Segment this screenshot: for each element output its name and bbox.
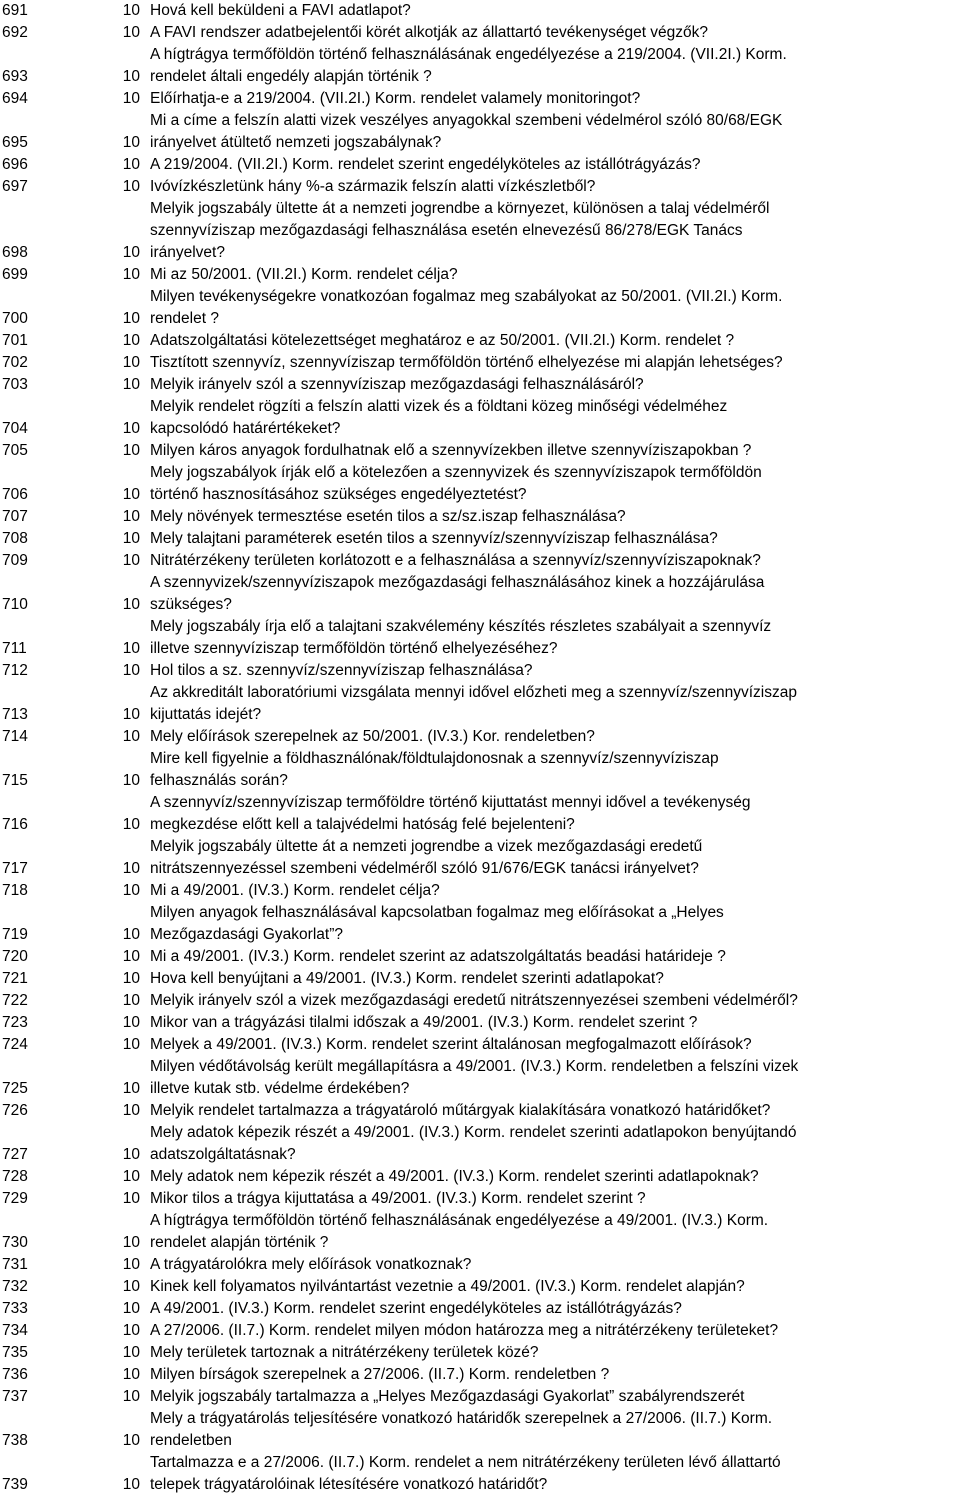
question-row xyxy=(0,88,960,110)
question-points: 10 xyxy=(122,1388,140,1405)
question-points: 10 xyxy=(122,1256,140,1273)
question-points: 10 xyxy=(122,420,140,437)
question-number: 716 xyxy=(2,816,28,833)
question-row xyxy=(0,176,960,198)
question-row xyxy=(0,154,960,176)
question-points: 10 xyxy=(122,90,140,107)
question-text: Melyik jogszabály tartalmazza a „Helyes Mezőgazdasági Gyakorlat” szabályrendszerét xyxy=(150,1388,745,1405)
question-row xyxy=(0,44,960,88)
question-number: 719 xyxy=(2,926,28,943)
question-text: Melyik irányelv szól a szennyvíziszap mezőgazdasági felhasználásáról? xyxy=(150,376,644,393)
question-text: Tartalmazza e a 27/2006. (II.7.) Korm. rendelet a nem nitrátérzékeny területen lévő állattartó telepek trágyatárolóinak létesítésére vonatkozó határidőt? xyxy=(150,1454,781,1493)
question-row xyxy=(0,1386,960,1408)
question-number: 703 xyxy=(2,376,28,393)
question-text: Mely adatok képezik részét a 49/2001. (IV.3.) Korm. rendelet szerinti adatlapokon benyújtandó adatszolgáltatásnak? xyxy=(150,1124,797,1163)
question-number: 710 xyxy=(2,596,28,613)
question-number: 714 xyxy=(2,728,28,745)
question-row xyxy=(0,1056,960,1100)
question-number: 726 xyxy=(2,1102,28,1119)
question-text: Mely a trágyatárolás teljesítésére vonatkozó határidők szerepelnek a 27/2006. (II.7.) Korm. rendeletben xyxy=(150,1410,773,1449)
question-text: Milyen anyagok felhasználásával kapcsolatban fogalmaz meg előírásokat a „Helyes Mezőgazdasági Gyakorlat”? xyxy=(150,904,724,943)
question-points: 10 xyxy=(122,1300,140,1317)
question-points: 10 xyxy=(122,1036,140,1053)
question-points: 10 xyxy=(122,552,140,569)
question-number: 702 xyxy=(2,354,28,371)
question-text: Adatszolgáltatási kötelezettséget meghatároz e az 50/2001. (VII.2I.) Korm. rendelet ? xyxy=(150,332,735,349)
question-row xyxy=(0,902,960,946)
question-points: 10 xyxy=(122,1014,140,1031)
question-text: Hova kell benyújtani a 49/2001. (IV.3.) Korm. rendelet szerinti adatlapokat? xyxy=(150,970,664,987)
question-points: 10 xyxy=(122,354,140,371)
question-row xyxy=(0,1100,960,1122)
question-points: 10 xyxy=(122,772,140,789)
question-points: 10 xyxy=(122,134,140,151)
question-text: Mi a címe a felszín alatti vizek veszélyes anyagokkal szembeni védelmérol szóló 80/68/EGK irányelvet átültető nemzeti jogszabálynak? xyxy=(150,112,783,151)
question-text: A 219/2004. (VII.2I.) Korm. rendelet szerint engedélyköteles az istállótrágyázás? xyxy=(150,156,701,173)
question-number: 723 xyxy=(2,1014,28,1031)
question-row xyxy=(0,440,960,462)
question-text: Az akkreditált laboratóriumi vizsgálata mennyi idővel előzheti meg a szennyvíz/szennyvíziszap kijuttatás idejét? xyxy=(150,684,797,723)
question-number: 736 xyxy=(2,1366,28,1383)
question-text: Milyen káros anyagok fordulhatnak elő a szennyvízekben illetve szennyvíziszapokban ? xyxy=(150,442,752,459)
question-number: 695 xyxy=(2,134,28,151)
question-row xyxy=(0,374,960,396)
question-text: Mely növények termesztése esetén tilos a sz/sz.iszap felhasználása? xyxy=(150,508,626,525)
question-points: 10 xyxy=(122,1168,140,1185)
question-points: 10 xyxy=(122,376,140,393)
question-text: Mely talajtani paraméterek esetén tilos a szennyvíz/szennyvíziszap felhasználása? xyxy=(150,530,718,547)
question-text: A hígtrágya termőföldön történő felhasználásának engedélyezése a 49/2001. (IV.3.) Korm. rendelet alapján történik ? xyxy=(150,1212,769,1251)
question-points: 10 xyxy=(122,816,140,833)
question-number: 691 xyxy=(2,2,28,19)
question-points: 10 xyxy=(122,442,140,459)
question-number: 692 xyxy=(2,24,28,41)
question-text: A trágyatárolókra mely előírások vonatkoznak? xyxy=(150,1256,472,1273)
question-row xyxy=(0,110,960,154)
question-points: 10 xyxy=(122,266,140,283)
question-number: 720 xyxy=(2,948,28,965)
question-number: 715 xyxy=(2,772,28,789)
question-points: 10 xyxy=(122,1366,140,1383)
question-points: 10 xyxy=(122,970,140,987)
question-points: 10 xyxy=(122,596,140,613)
question-text: Hol tilos a sz. szennyvíz/szennyvíziszap felhasználása? xyxy=(150,662,533,679)
question-points: 10 xyxy=(122,68,140,85)
question-text: Mely területek tartoznak a nitrátérzékeny területek közé? xyxy=(150,1344,539,1361)
question-row xyxy=(0,946,960,968)
question-text: Melyik jogszabály ültette át a nemzeti jogrendbe a környezet, különösen a talaj védelméről szennyvíziszap mezőgazdasági felhasználása esetén elnevezésű 86/278/EGK Tanács irányelvet? xyxy=(150,200,770,261)
question-points: 10 xyxy=(122,992,140,1009)
question-number: 705 xyxy=(2,442,28,459)
question-points: 10 xyxy=(122,310,140,327)
question-number: 721 xyxy=(2,970,28,987)
question-points: 10 xyxy=(122,926,140,943)
question-number: 731 xyxy=(2,1256,28,1273)
question-text: Mely előírások szerepelnek az 50/2001. (IV.3.) Kor. rendeletben? xyxy=(150,728,595,745)
question-number: 706 xyxy=(2,486,28,503)
question-text: A FAVI rendszer adatbejelentői körét alkotják az állattartó tevékenységet végzők? xyxy=(150,24,709,41)
question-points: 10 xyxy=(122,706,140,723)
question-number: 728 xyxy=(2,1168,28,1185)
question-points: 10 xyxy=(122,486,140,503)
question-number: 707 xyxy=(2,508,28,525)
question-points: 10 xyxy=(122,1278,140,1295)
question-number: 734 xyxy=(2,1322,28,1339)
question-text: Ivóvízkészletünk hány %-a származik felszín alatti vízkészletből? xyxy=(150,178,596,195)
question-number: 694 xyxy=(2,90,28,107)
question-number: 704 xyxy=(2,420,28,437)
question-number: 698 xyxy=(2,244,28,261)
question-points: 10 xyxy=(122,728,140,745)
question-number: 725 xyxy=(2,1080,28,1097)
question-row xyxy=(0,22,960,44)
question-row xyxy=(0,1320,960,1342)
question-text: Mely jogszabály írja elő a talajtani szakvélemény készítés részletes szabályait a szennyvíz illetve szennyvíziszap termőföldön történő elhelyezéséhez? xyxy=(150,618,772,657)
question-row xyxy=(0,1188,960,1210)
question-text: Mikor tilos a trágya kijuttatása a 49/2001. (IV.3.) Korm. rendelet szerint ? xyxy=(150,1190,646,1207)
question-text: Melyik rendelet tartalmazza a trágyatároló műtárgyak kialakítására vonatkozó határidőket? xyxy=(150,1102,771,1119)
question-text: Kinek kell folyamatos nyilvántartást vezetnie a 49/2001. (IV.3.) Korm. rendelet alapján? xyxy=(150,1278,745,1295)
question-row xyxy=(0,1342,960,1364)
question-number: 735 xyxy=(2,1344,28,1361)
question-row xyxy=(0,1166,960,1188)
question-row xyxy=(0,616,960,660)
question-text: Mire kell figyelnie a földhasználónak/földtulajdonosnak a szennyvíz/szennyvíziszap felhasználás során? xyxy=(150,750,719,789)
question-points: 10 xyxy=(122,1432,140,1449)
question-text: Milyen bírságok szerepelnek a 27/2006. (II.7.) Korm. rendeletben ? xyxy=(150,1366,610,1383)
question-number: 711 xyxy=(2,640,27,657)
question-row xyxy=(0,330,960,352)
question-text: Milyen tevékenységekre vonatkozóan fogalmaz meg szabályokat az 50/2001. (VII.2I.) Korm. rendelet ? xyxy=(150,288,783,327)
question-number: 724 xyxy=(2,1036,28,1053)
question-number: 727 xyxy=(2,1146,28,1163)
question-row xyxy=(0,1210,960,1254)
question-number: 730 xyxy=(2,1234,28,1251)
question-text: Előírhatja-e a 219/2004. (VII.2I.) Korm. rendelet valamely monitoringot? xyxy=(150,90,641,107)
question-number: 708 xyxy=(2,530,28,547)
question-points: 10 xyxy=(122,24,140,41)
question-points: 10 xyxy=(122,640,140,657)
question-text: Tisztított szennyvíz, szennyvíziszap termőföldön történő elhelyezése mi alapján lehetséges? xyxy=(150,354,783,371)
question-row xyxy=(0,660,960,682)
question-points: 10 xyxy=(122,530,140,547)
question-row xyxy=(0,1034,960,1056)
question-row xyxy=(0,198,960,264)
question-points: 10 xyxy=(122,662,140,679)
question-points: 10 xyxy=(122,1190,140,1207)
question-row xyxy=(0,352,960,374)
question-row xyxy=(0,682,960,726)
question-row xyxy=(0,528,960,550)
question-points: 10 xyxy=(122,948,140,965)
question-row xyxy=(0,836,960,880)
question-text: A szennyvizek/szennyvíziszapok mezőgazdasági felhasználásához kinek a hozzájárulása szükséges? xyxy=(150,574,765,613)
question-points: 10 xyxy=(122,1476,140,1493)
question-points: 10 xyxy=(122,1344,140,1361)
question-text: Mely jogszabályok írják elő a kötelezően a szennyvizek és szennyvíziszapok termőföldön történő hasznosításához szükséges engedélyeztetést? xyxy=(150,464,762,503)
question-row xyxy=(0,396,960,440)
question-number: 722 xyxy=(2,992,28,1009)
question-number: 696 xyxy=(2,156,28,173)
question-points: 10 xyxy=(122,1146,140,1163)
question-number: 732 xyxy=(2,1278,28,1295)
question-text: Mi az 50/2001. (VII.2I.) Korm. rendelet célja? xyxy=(150,266,458,283)
question-row xyxy=(0,1276,960,1298)
question-number: 729 xyxy=(2,1190,28,1207)
question-points: 10 xyxy=(122,508,140,525)
question-row xyxy=(0,1452,960,1496)
question-points: 10 xyxy=(122,332,140,349)
question-text: Mely adatok nem képezik részét a 49/2001. (IV.3.) Korm. rendelet szerinti adatlapoknak? xyxy=(150,1168,759,1185)
question-text: Mi a 49/2001. (IV.3.) Korm. rendelet szerint az adatszolgáltatás beadási határideje ? xyxy=(150,948,726,965)
question-text: Mi a 49/2001. (IV.3.) Korm. rendelet célja? xyxy=(150,882,440,899)
question-number: 693 xyxy=(2,68,28,85)
question-text: Melyik irányelv szól a vizek mezőgazdasági eredetű nitrátszennyezései szembeni védelméről? xyxy=(150,992,798,1009)
question-points: 10 xyxy=(122,156,140,173)
question-number: 718 xyxy=(2,882,28,899)
question-number: 697 xyxy=(2,178,28,195)
question-number: 712 xyxy=(2,662,28,679)
question-points: 10 xyxy=(122,1234,140,1251)
question-points: 10 xyxy=(122,1102,140,1119)
question-row xyxy=(0,1254,960,1276)
question-text: A 49/2001. (IV.3.) Korm. rendelet szerint engedélyköteles az istállótrágyázás? xyxy=(150,1300,682,1317)
question-text: Melyek a 49/2001. (IV.3.) Korm. rendelet szerint általánosan megfogalmazott előírások? xyxy=(150,1036,752,1053)
question-text: Melyik jogszabály ültette át a nemzeti jogrendbe a vizek mezőgazdasági eredetű nitrátszennyezéssel szembeni védelméről szóló 91/676/EGK tanácsi irányelvet? xyxy=(150,838,703,877)
question-number: 738 xyxy=(2,1432,28,1449)
question-number: 709 xyxy=(2,552,28,569)
question-points: 10 xyxy=(122,1080,140,1097)
question-row xyxy=(0,572,960,616)
question-text: Mikor van a trágyázási tilalmi időszak a 49/2001. (IV.3.) Korm. rendelet szerint ? xyxy=(150,1014,698,1031)
question-row xyxy=(0,1122,960,1166)
question-row xyxy=(0,748,960,792)
question-number: 700 xyxy=(2,310,28,327)
question-row xyxy=(0,0,960,22)
question-points: 10 xyxy=(122,860,140,877)
question-text: A 27/2006. (II.7.) Korm. rendelet milyen módon határozza meg a nitrátérzékeny területeket? xyxy=(150,1322,779,1339)
question-number: 739 xyxy=(2,1476,28,1493)
question-text: Melyik rendelet rögzíti a felszín alatti vizek és a földtani közeg minőségi védelméhez kapcsolódó határértékeket? xyxy=(150,398,728,437)
question-text: A hígtrágya termőföldön történő felhasználásának engedélyezése a 219/2004. (VII.2I.) Korm. rendelet általi engedély alapján történik ? xyxy=(150,46,787,85)
question-number: 701 xyxy=(2,332,28,349)
question-row xyxy=(0,1298,960,1320)
question-points: 10 xyxy=(122,1322,140,1339)
question-points: 10 xyxy=(122,882,140,899)
question-row xyxy=(0,880,960,902)
question-row xyxy=(0,792,960,836)
question-number: 737 xyxy=(2,1388,28,1405)
question-number: 717 xyxy=(2,860,28,877)
question-row xyxy=(0,550,960,572)
question-text: Milyen védőtávolság került megállapításra a 49/2001. (IV.3.) Korm. rendeletben a felszíni vizek illetve kutak stb. védelme érdekében? xyxy=(150,1058,799,1097)
question-row xyxy=(0,1408,960,1452)
question-text: Hová kell beküldeni a FAVI adatlapot? xyxy=(150,2,411,19)
question-number: 733 xyxy=(2,1300,28,1317)
question-row xyxy=(0,1012,960,1034)
question-points: 10 xyxy=(122,178,140,195)
question-row xyxy=(0,286,960,330)
question-number: 699 xyxy=(2,266,28,283)
question-row xyxy=(0,990,960,1012)
question-number: 713 xyxy=(2,706,28,723)
question-row xyxy=(0,726,960,748)
question-points: 10 xyxy=(122,244,140,261)
question-row xyxy=(0,1364,960,1386)
question-row xyxy=(0,264,960,286)
question-points: 10 xyxy=(122,2,140,19)
question-row xyxy=(0,462,960,506)
question-text: Nitrátérzékeny területen korlátozott e a felhasználása a szennyvíz/szennyvíziszapoknak? xyxy=(150,552,761,569)
question-row xyxy=(0,968,960,990)
question-row xyxy=(0,506,960,528)
question-text: A szennyvíz/szennyvíziszap termőföldre történő kijuttatást mennyi idővel a tevékenység megkezdése előtt kell a talajvédelmi hatóság felé bejelenteni? xyxy=(150,794,751,833)
